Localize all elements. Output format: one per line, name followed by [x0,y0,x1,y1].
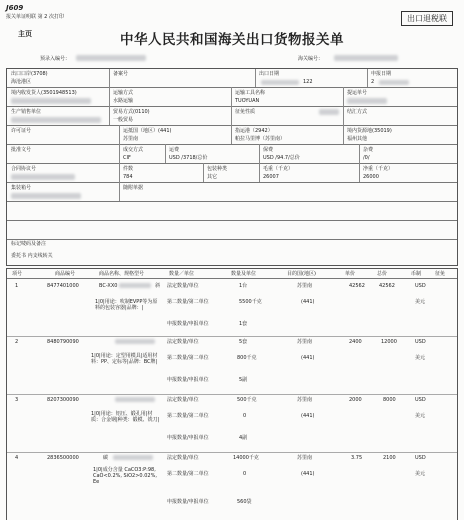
settle-mode-label: 结汇方式 [347,109,368,115]
export-date-label: 出口日期 [259,71,280,77]
item-second-qty: 5500千克 [239,299,262,305]
page-title: 中华人民共和国海关出口货物报关单 [120,32,344,48]
item-declare-qty: 560袋 [237,499,252,505]
terms-label: 成交方式 [123,147,144,153]
tax-nature-label: 征免性质 [235,109,256,115]
transport-mode-label: 运输方式 [113,90,134,96]
approval-label: 批准文号 [11,147,32,153]
item-currency: USD [415,455,426,461]
col-name-spec: 商品名称、规格型号 [99,271,145,277]
item-currency-name: 美元 [415,413,426,419]
net-weight-value: 26000 [363,174,379,180]
item-legal-qty: 5套 [239,339,248,345]
dest-country-label: 运抵国（地区）(441) [123,128,172,134]
item-declare-qty: 4副 [239,435,248,441]
item-second-qty-label: 第二数量/第二单位 [167,413,209,419]
col-code: 商品编号 [55,271,76,277]
container-label: 集装箱号 [11,185,32,191]
item-unit-price: 42562 [349,283,365,289]
export-tax-rebate-stamp: 出口退税联 [401,11,453,26]
item-code: 8207300090 [47,397,79,403]
item-currency-name: 美元 [415,299,426,305]
documents-label: 随附单据 [123,185,144,191]
item-unit-price: 2400 [349,339,362,345]
item-country: 苏里南 [297,283,313,289]
col-qty-unit: 数量／单位 [169,271,195,277]
freight-label: 运费 [169,147,180,153]
item-second-qty-label: 第二数量/第二单位 [167,299,209,305]
marks-label: 标记唛码及备注 [11,241,47,247]
item-name: BC-XX0 [99,283,118,289]
item-second-qty-label: 第二数量/第二单位 [167,355,209,361]
item-currency-name: 美元 [415,471,426,477]
redacted-pre-entry-no [76,55,146,61]
item-country-code: (441) [301,299,315,305]
doc-subtitle: 报关单证明联 第 2 次打印 [6,14,64,20]
redacted-item-name [119,283,151,288]
dest-port-label: 指运港（2942） [235,128,273,134]
license-label: 许可证号 [11,128,32,134]
misc-value: /0/ [363,155,370,161]
col-unit-price: 单价 [345,271,356,277]
item-spec: 1|0|用途：吹制EVPP等为原料的包装容器|品牌：| [95,299,158,311]
item-code: 8480790090 [47,339,79,345]
item-legal-qty-label: 法定数量/单位 [167,455,199,461]
item-total: 8000 [383,397,396,403]
col-currency: 币制 [411,271,422,277]
item-country: 苏里南 [297,455,313,461]
item-code: 2836500000 [47,455,79,461]
col-tax-exempt: 征免 [435,271,446,277]
goods-items-table [6,268,458,520]
packages-value: 784 [123,174,133,180]
redacted-item-name [113,455,153,460]
gross-weight-label: 毛重（千克） [263,166,294,172]
col-dest-country: 目的国(地区) [287,271,316,277]
declare-date-value: 2 [371,79,375,85]
item-spec: 1|0|用途：铝压、锻孔用|材质：合金钢|种类：锻模、铣刀| [91,411,160,423]
item-legal-qty-label: 法定数量/单位 [167,339,199,345]
bl-label: 提运单号 [347,90,368,96]
source-value: 福州其他 [347,136,368,142]
item-spec: 1|0|用途：定型用模具|适用材料：PP、定标等|品牌：BC牌| [91,353,158,365]
item-total: 12000 [381,339,397,345]
redacted-tax-nature [319,109,339,115]
item-code: 8477401000 [47,283,79,289]
item-legal-qty: 500千克 [237,397,257,403]
item-currency: USD [415,339,426,345]
export-port-label: 出口口岸(3708) [11,71,48,77]
item-currency-name: 美元 [415,355,426,361]
header-fields-grid [6,68,458,266]
declare-date-label: 申报日期 [371,71,392,77]
trade-mode-label: 贸易方式(0110) [113,109,150,115]
item-second-qty-label: 第二数量/第二单位 [167,471,209,477]
item-no: 1 [15,283,19,289]
item-declare-qty: 5副 [239,377,248,383]
export-date-value: 122 [303,79,313,85]
item-name-suffix: 斜 [155,283,161,289]
dest-port-value: 帕拉马里博（苏里南） [235,136,286,142]
item-legal-qty-label: 法定数量/单位 [167,283,199,289]
terms-value: CIF [123,155,131,161]
trade-mode-value: 一般贸易 [113,117,134,123]
col-item-no: 项号 [12,271,23,277]
pre-entry-label: 预录入编号： [40,56,71,62]
source-label: 境内货源地(35019) [347,128,392,134]
item-country: 苏里南 [297,397,313,403]
redacted-customs-no [334,55,398,61]
item-legal-qty-label: 法定数量/单位 [167,397,199,403]
col-total: 总价 [377,271,388,277]
item-country-code: (441) [301,355,315,361]
marks-value: 委托书 内支线转关 [11,253,53,259]
packing-label: 包装种类 [207,166,228,172]
redacted-contract-no [11,174,75,180]
doc-code: J609 [6,4,24,12]
item-declare-qty-label: 申报数量/申报单位 [167,377,209,383]
producer-label: 生产销售单位 [11,109,42,115]
packages-label: 件数 [123,166,134,172]
item-no: 2 [15,339,19,345]
insurance-label: 保费 [263,147,274,153]
insurance-value: USD /94.7/总价 [263,155,300,161]
item-declare-qty-label: 申报数量/申报单位 [167,321,209,327]
contract-label: 合同协议号 [11,166,37,172]
redacted-declare-date [379,80,409,85]
redacted-item-name [115,339,155,344]
vessel-label: 运输工具名称 [235,90,266,96]
redacted-container-no [11,193,81,199]
item-legal-qty: 14000千克 [233,455,259,461]
vessel-value: TUOYUAN [235,98,260,104]
consignee-label: 境内收发货人(3501948513) [11,90,77,96]
export-port-value: 海沧港区 [11,79,32,85]
col-qty-and-unit: 数量及单位 [231,271,257,277]
redacted-bl-no [347,98,387,104]
item-total: 2100 [383,455,396,461]
item-currency: USD [415,283,426,289]
home-tag: 主页 [18,30,32,38]
redacted-consignee [11,98,91,104]
customs-no-label: 海关编号： [298,56,324,62]
packing-value: 其它 [207,174,218,180]
item-declare-qty: 1套 [239,321,248,327]
redacted-item-name [115,397,155,402]
misc-label: 杂费 [363,147,374,153]
item-second-qty: 0 [243,471,247,477]
dest-country-value: 苏里南 [123,136,139,142]
record-no-label: 备案号 [113,71,129,77]
item-currency: USD [415,397,426,403]
item-country-code: (441) [301,471,315,477]
item-second-qty: 0 [243,413,247,419]
item-name: 碳 [103,455,109,461]
item-total: 42562 [379,283,395,289]
item-no: 3 [15,397,19,403]
net-weight-label: 净重（千克） [363,166,394,172]
item-country: 苏里南 [297,339,313,345]
transport-mode-value: 水路运输 [113,98,134,104]
gross-weight-value: 26007 [263,174,279,180]
item-country-code: (441) [301,413,315,419]
freight-value: USD /3718/总价 [169,155,208,161]
item-no: 4 [15,455,19,461]
item-second-qty: 800千克 [237,355,257,361]
redacted-producer [11,117,101,123]
item-unit-price: 3.75 [351,455,363,461]
item-spec: 1|0|成分含量 CaCO3:P:98, CaO<0.2%, SiO2>0.02%, Ee [93,467,157,485]
item-legal-qty: 1台 [239,283,248,289]
item-declare-qty-label: 申报数量/申报单位 [167,499,209,505]
redacted-export-date [261,80,299,85]
item-declare-qty-label: 申报数量/申报单位 [167,435,209,441]
item-unit-price: 2000 [349,397,362,403]
